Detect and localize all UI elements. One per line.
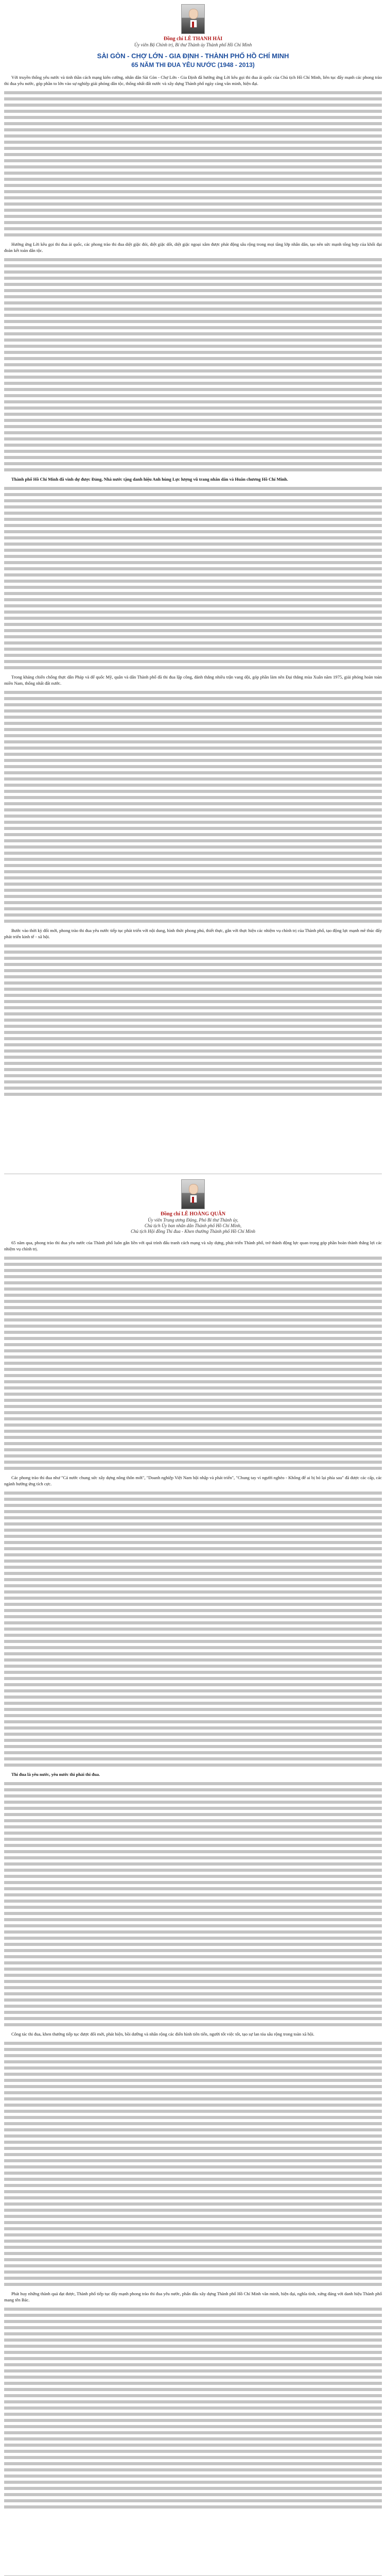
author-position-line-3: Chủ tịch Hội đồng Thi đua - Khen thưởng Thành phố Hồ Chí Minh [131,1229,255,1234]
paragraph: Phát huy những thành quả đạt được, Thành phố tiếp tục đẩy mạnh phong trào thi đua yêu nước, phấn đấu xây dựng Thành phố Hồ Chí Minh văn minh, hiện đại, nghĩa tình, xứng đáng với danh hiệu Thành phố mang tên Bác. [4,2291,382,2302]
author-name: Đồng chí LÊ THANH HẢI [163,36,223,42]
paragraph: Bước vào thời kỳ đổi mới, phong trào thi đua yêu nước tiếp tục phát triển với nội dung, hình thức phong phú, thiết thực, gắn với thực hiện các nhiệm vụ chính trị của Thành phố, tạo động lực mạnh mẽ thúc đẩy phát triển kinh tế - xã hội. [4,928,382,939]
author-name: Đồng chí LÊ HOÀNG QUÂN [160,1211,226,1217]
portrait-tie [192,22,194,28]
portrait-face [189,9,198,19]
text-block [4,485,382,671]
paragraph: Công tác thi đua, khen thưởng tiếp tục được đổi mới, phát hiện, bồi dưỡng và nhân rộng các điển hình tiên tiến, người tốt việc tốt, tạo sự lan tỏa sâu rộng trong toàn xã hội. [11,2031,314,2037]
paragraph: Với truyền thống yêu nước và tinh thần cách mạng kiên cường, nhân dân Sài Gòn - Chợ Lớn - Gia Định đã hưởng ứng Lời kêu gọi thi đua ái quốc của Chủ tịch Hồ Chí Minh, liên tục đẩy mạnh các phong trào thi đua yêu nước, góp phần to lớn vào sự nghiệp giải phóng dân tộc, thống nhất đất nước và xây dựng Thành phố ngày càng văn minh, hiện đại. [4,75,382,86]
emphasis-paragraph: Thi đua là yêu nước, yêu nước thì phải thi đua. [11,1772,100,1777]
author-position-line-1: Ủy viên Trung ương Đảng, Phó Bí thư Thành ủy, [148,1217,238,1223]
text-block [4,90,382,238]
text-block [4,1255,382,1471]
author-position-line-2: Chủ tịch Ủy ban nhân dân Thành phố Hồ Chí Minh, [144,1223,242,1228]
portrait-tie [192,1197,194,1203]
text-block [4,689,382,924]
paragraph: 65 năm qua, phong trào thi đua yêu nước của Thành phố luôn gắn liền với quá trình đấu tranh cách mạng và xây dựng, phát triển Thành phố, trở thành động lực quan trọng góp phần hoàn thành thắng lợi các nhiệm vụ chính trị. [4,1240,382,1251]
portrait-face [189,1184,198,1194]
paragraph: Hưởng ứng Lời kêu gọi thi đua ái quốc, các phong trào thi đua diệt giặc đói, diệt giặc dốt, diệt giặc ngoại xâm được phát động sâu rộng trong mọi tầng lớp nhân dân, tạo nên sức mạnh tổng hợp của khối đại đoàn kết toàn dân tộc. [4,242,382,253]
text-block [4,1490,382,1768]
text-block [4,257,382,473]
article-subtitle: 65 NĂM THI ĐUA YÊU NƯỚC (1948 - 2013) [131,61,255,69]
text-block [4,943,382,1097]
text-block [4,2306,382,2510]
article-2-header [4,1179,382,1234]
article-1 [4,4,382,1168]
text-block [4,2040,382,2287]
text-block [4,1781,382,2028]
paragraph: Các phong trào thi đua như "Cả nước chung sức xây dựng nông thôn mới", "Doanh nghiệp Việt Nam hội nhập và phát triển", "Chung tay vì người nghèo - Không để ai bị bỏ lại phía sau" đã được các cấp, các ngành hưởng ứng tích cực. [4,1475,382,1486]
portrait-photo [181,4,205,34]
paragraph: Trong kháng chiến chống thực dân Pháp và đế quốc Mỹ, quân và dân Thành phố đã thi đua lập công, đánh thắng nhiều trận vang dội, góp phần làm nên Đại thắng mùa Xuân năm 1975, giải phóng hoàn toàn miền Nam, thống nhất đất nước. [4,674,382,686]
emphasis-paragraph: Thành phố Hồ Chí Minh đã vinh dự được Đảng, Nhà nước tặng danh hiệu Anh hùng Lực lượng vũ trang nhân dân và Huân chương Hồ Chí Minh. [11,477,288,482]
article-2 [4,1179,382,2570]
article-1-header [4,4,382,48]
article-title: SÀI GÒN - CHỢ LỚN - GIA ĐỊNH - THÀNH PHỐ HỒ CHÍ MINH [97,52,289,60]
author-position: Ủy viên Bộ Chính trị, Bí thư Thành ủy Thành phố Hồ Chí Minh [134,42,252,47]
portrait-photo [181,1179,205,1209]
